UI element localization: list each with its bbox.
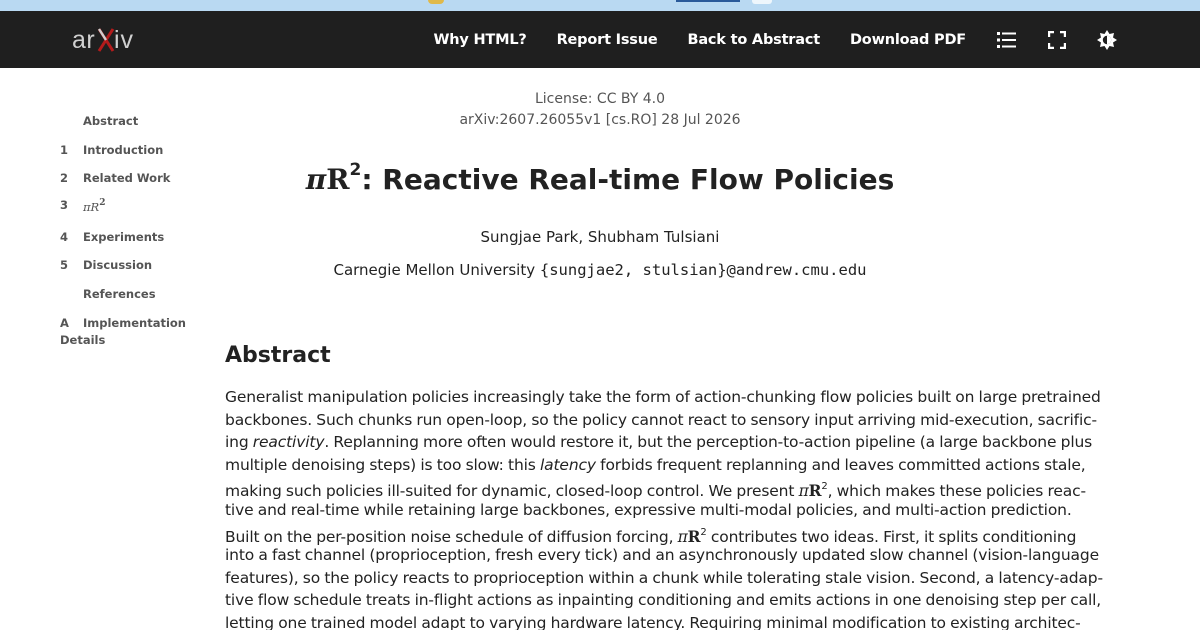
- abstract-text: into a fast channel (proprioception, fresh every tick) and an asynchronously updated slow channel (vision-language: [225, 546, 1099, 565]
- toc-item-number: 2: [60, 171, 69, 185]
- abstract-text: ing: [225, 433, 253, 452]
- abstract-heading: Abstract: [225, 343, 331, 368]
- abstract-superscript: 2: [700, 526, 707, 538]
- abstract-r-symbol: R: [687, 526, 701, 546]
- abstract-line: [225, 431, 1093, 454]
- abstract-text: Built on the per-position noise schedule of diffusion forcing,: [225, 527, 678, 546]
- toc-item-label: Related Work: [83, 171, 171, 185]
- theme-toggle-icon[interactable]: [1096, 29, 1118, 51]
- svg-text:ar: ar: [72, 26, 96, 54]
- abstract-r-symbol: R: [808, 481, 822, 501]
- toc-item-label-text: πR: [83, 200, 100, 214]
- toc-item-implementation-details[interactable]: [60, 316, 200, 352]
- paper-title: [300, 160, 900, 196]
- toc-item-label: Discussion: [83, 258, 153, 272]
- banner-emoji-icon: [428, 0, 444, 4]
- toc-item-number: 4: [60, 230, 69, 244]
- toc-item-label: Implementation: [83, 316, 186, 330]
- affiliation-name: Carnegie Mellon University: [333, 261, 536, 279]
- toc-item-label: Introduction: [83, 143, 164, 157]
- abstract-text: forbids frequent replanning and leaves committed actions stale,: [595, 455, 1086, 474]
- toc-item-number: A: [60, 316, 69, 330]
- abstract-text: features), so the policy reacts to proprioception within a chunk while tolerating stale vision. Second, a latency-adap-: [225, 568, 1103, 587]
- arxiv-logo[interactable]: [72, 24, 142, 56]
- toc-item-label: [83, 198, 105, 214]
- title-pi-symbol: π: [305, 163, 327, 196]
- toc-item-number: 5: [60, 258, 69, 272]
- abstract-line: [225, 544, 1099, 567]
- license-text: License: CC BY 4.0: [534, 91, 666, 107]
- title-text: : Reactive Real-time Flow Policies: [361, 163, 895, 196]
- why-html-link[interactable]: Why HTML?: [433, 31, 527, 48]
- paper-affiliation: [300, 261, 900, 279]
- toc-item-label: Abstract: [83, 114, 139, 128]
- abstract-emphasis: latency: [540, 455, 596, 474]
- abstract-text: multiple denoising steps) is too slow: this: [225, 455, 540, 474]
- abstract-pi-symbol: π: [677, 527, 688, 546]
- toc-item-label: Experiments: [83, 230, 165, 244]
- browser-banner-strip: [0, 0, 1200, 11]
- abstract-line: [225, 476, 1086, 501]
- abstract-line: [225, 409, 1097, 432]
- abstract-text: backbones. Such chunks run open-loop, so the policy cannot react to sensory input arriving mid-execution, sacrific-: [225, 410, 1097, 429]
- abstract-text: tive and real-time while retaining large backbones, expressive multi-modal policies, and multi-action prediction.: [225, 500, 1072, 519]
- arxiv-identifier: arXiv:2607.26055v1 [cs.RO] 28 Jul 2026: [459, 112, 741, 128]
- fullscreen-icon[interactable]: [1046, 29, 1068, 51]
- abstract-text: , which makes these policies reac-: [827, 482, 1086, 501]
- back-to-abstract-link[interactable]: Back to Abstract: [687, 31, 820, 48]
- title-r-symbol: R: [326, 163, 350, 196]
- abstract-superscript: 2: [821, 481, 828, 493]
- abstract-body: [225, 386, 1103, 630]
- abstract-line: [225, 567, 1103, 590]
- svg-text:iv: iv: [114, 26, 135, 54]
- abstract-emphasis: reactivity: [252, 433, 325, 452]
- list-icon[interactable]: [996, 29, 1018, 51]
- banner-close-button[interactable]: [752, 0, 772, 4]
- toc-item-number: 1: [60, 143, 69, 157]
- abstract-text: Generalist manipulation policies increasingly take the form of action-chunking flow policies built on large pretrained: [225, 388, 1101, 406]
- abstract-line: [225, 386, 1101, 409]
- abstract-text: letting one trained model adapt to varying hardware latency. Requiring minimal modification to existing architec-: [225, 613, 1081, 630]
- toc-item-label-continuation: Details: [60, 333, 106, 347]
- abstract-line: [225, 589, 1102, 612]
- banner-link-underline[interactable]: [676, 0, 740, 2]
- abstract-text: . Replanning more often would restore it, but the perception-to-action pipeline (a large backbone plus: [324, 433, 1093, 452]
- abstract-text: contributes two ideas. First, it splits conditioning: [706, 527, 1077, 546]
- author-emails: {sungjae2, stulsian}@andrew.cmu.edu: [539, 261, 867, 279]
- toc-item-label: References: [83, 287, 156, 301]
- abstract-text: tive flow schedule treats in-flight actions as inpainting conditioning and emits actions in one denoising step per call,: [225, 591, 1102, 610]
- report-issue-link[interactable]: Report Issue: [556, 31, 658, 48]
- abstract-text: making such policies ill-suited for dynamic, closed-loop control. We present: [225, 482, 799, 501]
- download-pdf-link[interactable]: Download PDF: [849, 31, 966, 48]
- paper-authors: Sungjae Park, Shubham Tulsiani: [480, 228, 720, 246]
- toc-item-label-sup: 2: [99, 198, 106, 208]
- abstract-line: [225, 499, 1072, 522]
- title-superscript: 2: [349, 160, 362, 180]
- nav-links: [433, 11, 1200, 68]
- top-navbar: [0, 11, 1200, 68]
- abstract-line: [225, 454, 1086, 477]
- arxiv-logo-icon: [72, 24, 142, 56]
- abstract-line: [225, 522, 1077, 546]
- abstract-line: [225, 612, 1081, 630]
- abstract-pi-symbol: π: [798, 482, 809, 501]
- toc-item-number: 3: [60, 198, 69, 212]
